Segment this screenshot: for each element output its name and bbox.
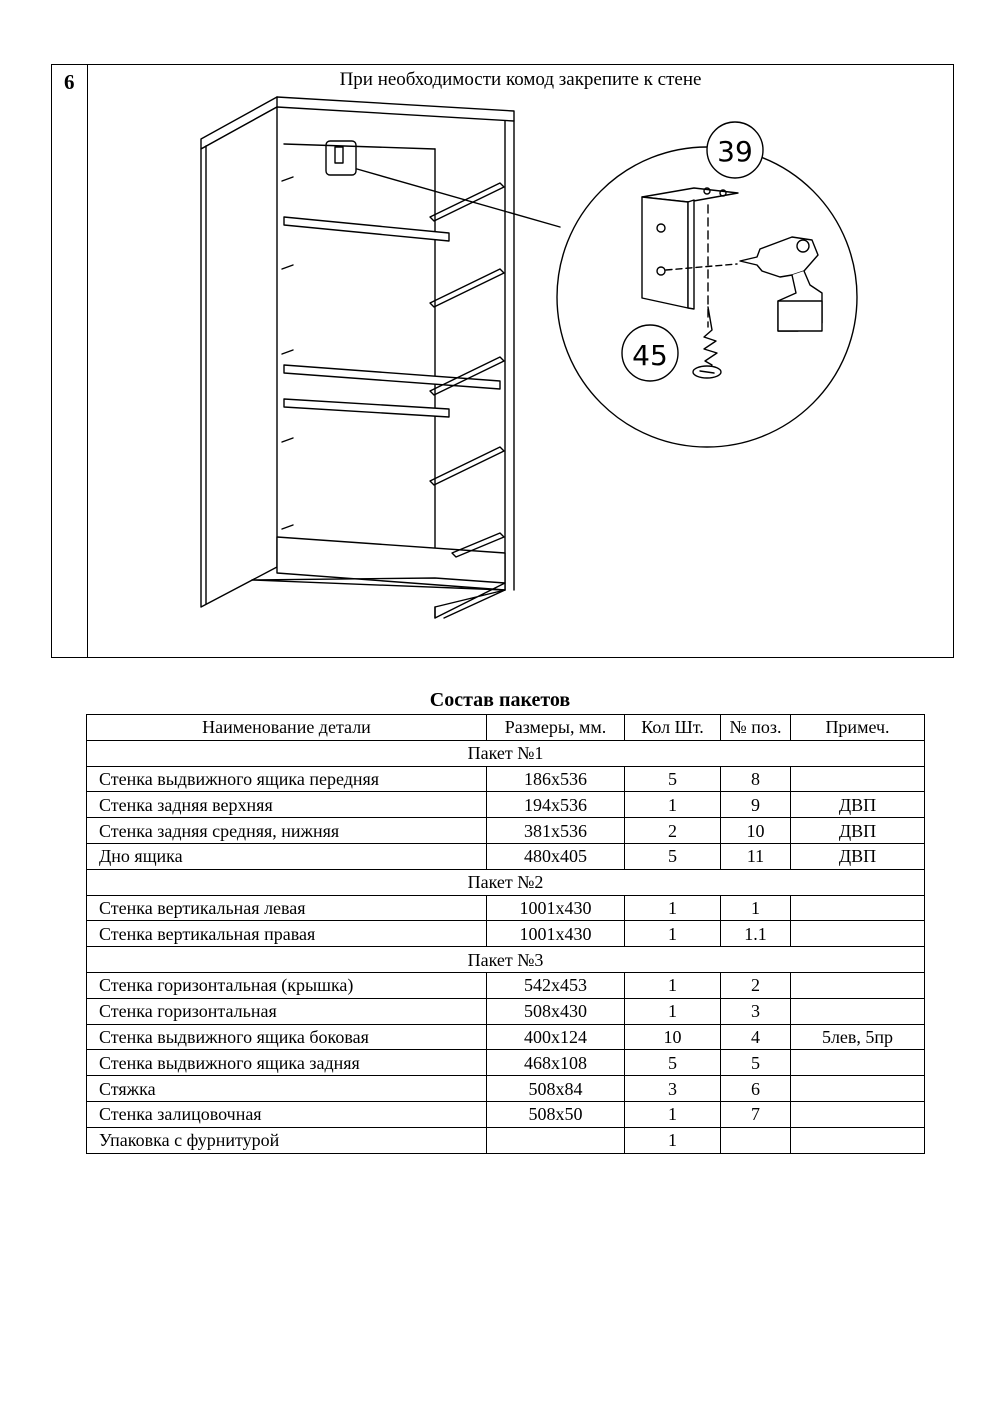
cell-position-number: 4 xyxy=(721,1024,791,1050)
cell-notes: ДВП xyxy=(791,818,925,844)
cell-notes xyxy=(791,766,925,792)
cell-dimensions: 508х430 xyxy=(487,998,625,1024)
table-row xyxy=(87,1076,925,1102)
package-group-name: Пакет №1 xyxy=(87,740,925,766)
table-row xyxy=(87,818,925,844)
cell-quantity: 3 xyxy=(625,1076,721,1102)
cell-dimensions: 1001х430 xyxy=(487,921,625,947)
cell-notes: ДВП xyxy=(791,792,925,818)
cell-notes xyxy=(791,1076,925,1102)
cell-quantity: 2 xyxy=(625,818,721,844)
cell-part-name: Стенка залицовочная xyxy=(87,1101,487,1127)
assembly-step-frame xyxy=(51,64,954,658)
header-quantity: Кол Шт. xyxy=(625,715,721,741)
cell-dimensions: 381х536 xyxy=(487,818,625,844)
cell-quantity: 1 xyxy=(625,1101,721,1127)
cell-part-name: Дно ящика xyxy=(87,843,487,869)
cell-part-name: Стенка выдвижного ящика боковая xyxy=(87,1024,487,1050)
cell-dimensions: 1001х430 xyxy=(487,895,625,921)
cell-quantity: 1 xyxy=(625,998,721,1024)
table-row xyxy=(87,792,925,818)
cell-position-number: 3 xyxy=(721,998,791,1024)
cell-quantity: 1 xyxy=(625,895,721,921)
table-row xyxy=(87,843,925,869)
table-row xyxy=(87,1050,925,1076)
cell-dimensions: 542х453 xyxy=(487,972,625,998)
cell-quantity: 5 xyxy=(625,1050,721,1076)
cell-position-number: 5 xyxy=(721,1050,791,1076)
package-group-row xyxy=(87,947,925,973)
cell-position-number: 8 xyxy=(721,766,791,792)
cell-notes: 5лев, 5пр xyxy=(791,1024,925,1050)
cell-position-number: 7 xyxy=(721,1101,791,1127)
cell-part-name: Упаковка с фурнитурой xyxy=(87,1127,487,1153)
cell-notes xyxy=(791,972,925,998)
cell-part-name: Стенка задняя средняя, нижняя xyxy=(87,818,487,844)
step-number: 6 xyxy=(64,70,75,94)
table-row xyxy=(87,921,925,947)
cell-dimensions: 480х405 xyxy=(487,843,625,869)
cell-part-name: Стенка горизонтальная xyxy=(87,998,487,1024)
table-body xyxy=(87,740,925,1153)
cell-position-number: 1 xyxy=(721,895,791,921)
cell-part-name: Стяжка xyxy=(87,1076,487,1102)
cell-quantity: 1 xyxy=(625,1127,721,1153)
cell-notes xyxy=(791,998,925,1024)
table-row xyxy=(87,1024,925,1050)
cell-position-number: 1.1 xyxy=(721,921,791,947)
cell-quantity: 5 xyxy=(625,766,721,792)
cell-quantity: 1 xyxy=(625,972,721,998)
dresser-wall-mount-illustration xyxy=(52,65,955,659)
cell-dimensions: 186х536 xyxy=(487,766,625,792)
cell-position-number: 11 xyxy=(721,843,791,869)
cell-position-number: 9 xyxy=(721,792,791,818)
cell-position-number: 2 xyxy=(721,972,791,998)
table-row xyxy=(87,1101,925,1127)
callout-39-label: 39 xyxy=(717,135,753,168)
cell-notes xyxy=(791,921,925,947)
table-row xyxy=(87,998,925,1024)
cell-dimensions: 194х536 xyxy=(487,792,625,818)
header-part-name: Наименование детали xyxy=(87,715,487,741)
table-row xyxy=(87,1127,925,1153)
cell-notes xyxy=(791,1101,925,1127)
header-dimensions: Размеры, мм. xyxy=(487,715,625,741)
packages-section-title: Состав пакетов xyxy=(429,689,571,711)
cell-quantity: 10 xyxy=(625,1024,721,1050)
package-group-name: Пакет №2 xyxy=(87,869,925,895)
cell-notes xyxy=(791,1050,925,1076)
cell-notes xyxy=(791,1127,925,1153)
cell-position-number: 10 xyxy=(721,818,791,844)
cell-quantity: 1 xyxy=(625,921,721,947)
dresser-carcass-drawing xyxy=(201,97,560,618)
package-group-row xyxy=(87,869,925,895)
cell-part-name: Стенка горизонтальная (крышка) xyxy=(87,972,487,998)
package-contents-table xyxy=(86,714,925,1154)
detail-circle-drawing xyxy=(557,122,857,447)
header-notes: Примеч. xyxy=(791,715,925,741)
package-group-name: Пакет №3 xyxy=(87,947,925,973)
cell-position-number xyxy=(721,1127,791,1153)
cell-dimensions: 508х50 xyxy=(487,1101,625,1127)
cell-dimensions xyxy=(487,1127,625,1153)
cell-part-name: Стенка выдвижного ящика передняя xyxy=(87,766,487,792)
package-group-row xyxy=(87,740,925,766)
cell-part-name: Стенка вертикальная правая xyxy=(87,921,487,947)
cell-part-name: Стенка выдвижного ящика задняя xyxy=(87,1050,487,1076)
cell-notes: ДВП xyxy=(791,843,925,869)
table-row xyxy=(87,895,925,921)
cell-part-name: Стенка вертикальная левая xyxy=(87,895,487,921)
header-position-number: № поз. xyxy=(721,715,791,741)
cell-quantity: 1 xyxy=(625,792,721,818)
cell-quantity: 5 xyxy=(625,843,721,869)
cell-position-number: 6 xyxy=(721,1076,791,1102)
callout-45-label: 45 xyxy=(632,339,668,372)
cell-part-name: Стенка задняя верхняя xyxy=(87,792,487,818)
table-row xyxy=(87,972,925,998)
table-header-row xyxy=(87,715,925,741)
cell-dimensions: 400х124 xyxy=(487,1024,625,1050)
step-instruction: При необходимости комод закрепите к стене xyxy=(339,69,702,90)
cell-notes xyxy=(791,895,925,921)
cell-dimensions: 468х108 xyxy=(487,1050,625,1076)
cell-dimensions: 508х84 xyxy=(487,1076,625,1102)
table-row xyxy=(87,766,925,792)
